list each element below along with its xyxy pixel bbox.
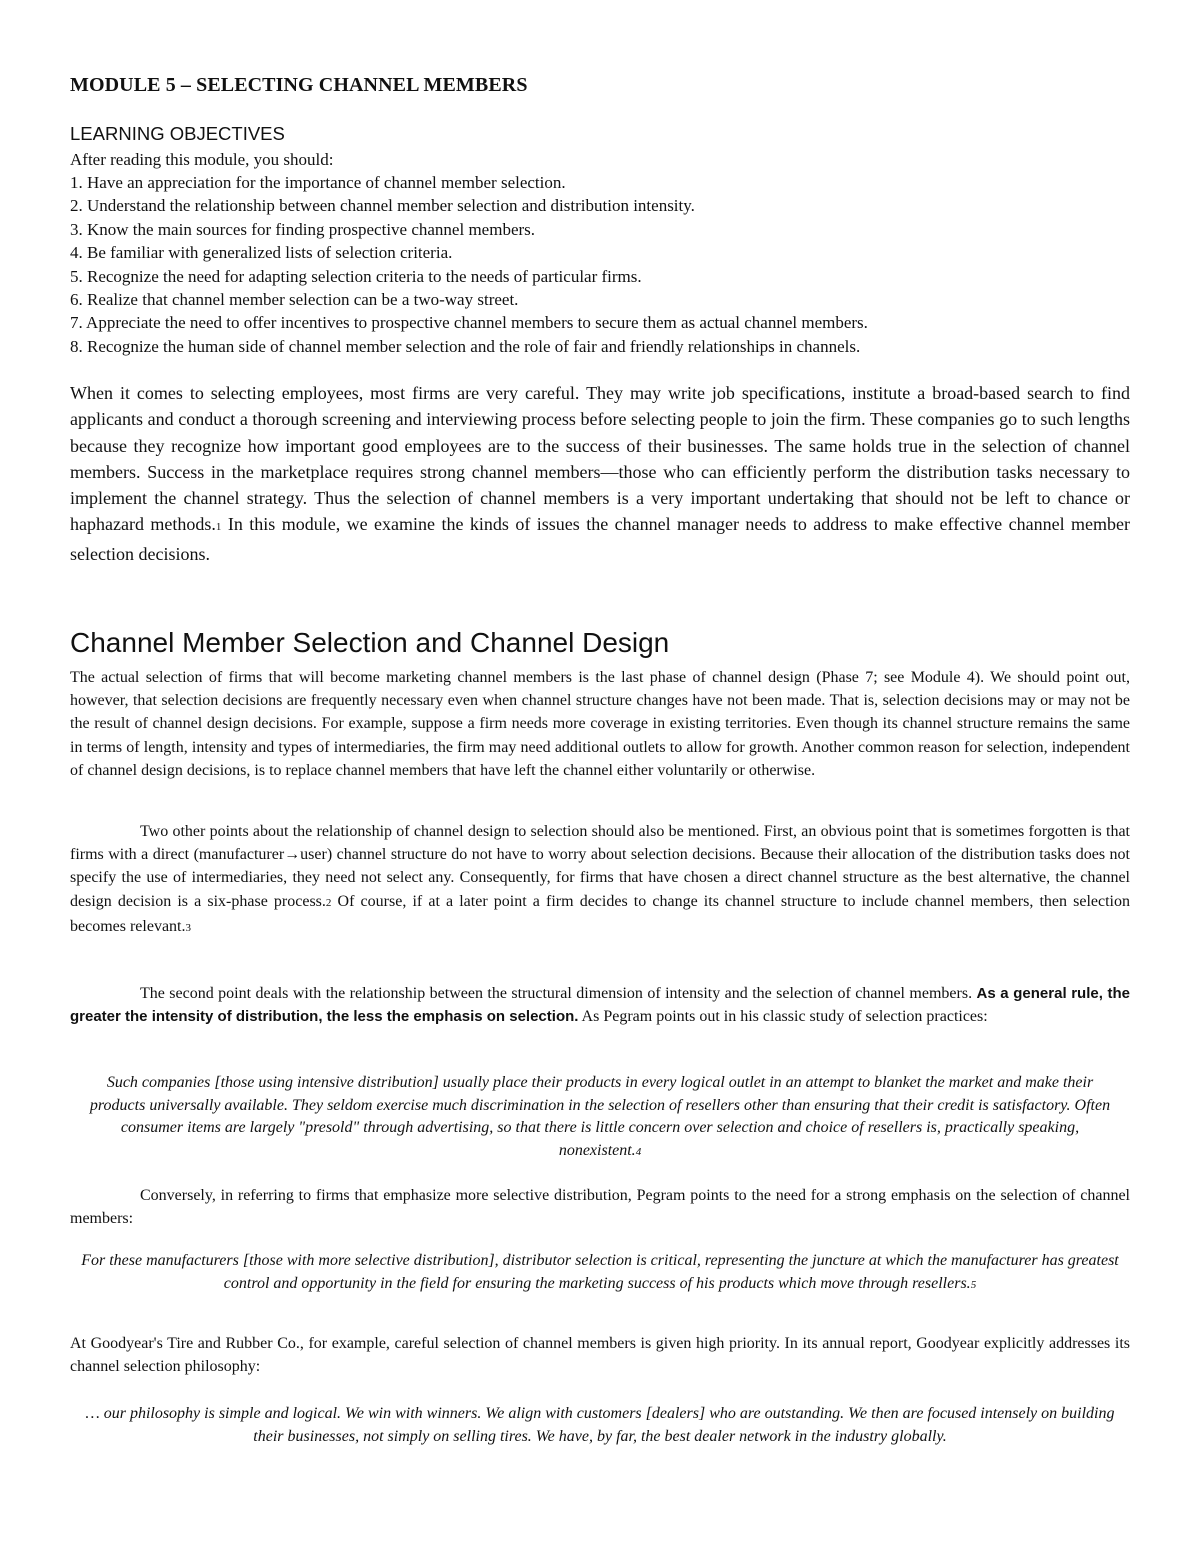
section-heading: Channel Member Selection and Channel Design <box>70 627 670 659</box>
block-quote-2 <box>78 1250 1122 1296</box>
objective-item: 8. Recognize the human side of channel member selection and the role of fair and friendly relationships in channels. <box>70 336 861 356</box>
intro-text: When it comes to selecting employees, most firms are very careful. They may write job specifications, institute a broad-based search to find applicants and conduct a thorough screening and interviewing process before selecting people to join the firm. These companies go to such lengths because they recognize how important good employees are to the success of their businesses. The same holds true in the selection of channel members. Success in the marketplace requires strong channel members—those who can efficiently perform the distribution tasks necessary to implement the channel strategy. Thus the selection of channel members is a very important undertaking that should not be left to chance or haphazard methods. <box>70 383 1130 535</box>
objective-item: 3. Know the main sources for finding prospective channel members. <box>70 219 536 239</box>
paragraph-text: Of course, if at a later point a firm decides to change its channel structure to include channel members, then selection becomes relevant. <box>70 892 1131 935</box>
block-quote-3: … our philosophy is simple and logical. We win with winners. We align with customers [dealers] who are outstanding. We then are focused intensely on building their businesses, not simply on selling tires. We have, by far, the best dealer network in the industry globally. <box>85 1405 1115 1445</box>
section-paragraph-2 <box>70 820 1130 940</box>
footnote-marker[interactable]: 4 <box>635 1145 642 1158</box>
footnote-marker[interactable]: 5 <box>970 1278 977 1291</box>
quote-text: For these manufacturers [those with more selective distribution], distributor selection is critical, representing the juncture at which the manufacturer has greatest control and opportunity in the field for ensuring the marketing success of his products which move through resellers. <box>81 1252 1119 1292</box>
objective-item: 6. Realize that channel member selection can be a two-way street. <box>70 290 519 310</box>
paragraph-text: As Pegram points out in his classic study of selection practices: <box>578 1008 988 1026</box>
objective-item: 7. Appreciate the need to offer incentives to prospective channel members to secure them as actual channel members. <box>70 313 868 333</box>
learning-objectives-list <box>70 171 868 358</box>
section-paragraph-1: The actual selection of firms that will become marketing channel members is the last phase of channel design (Phase 7; see Module 4). We should point out, however, that selection decisions are frequently necessary even when channel structure changes have not been made. That is, selection decisions may or may not be the result of channel design decisions. For example, suppose a firm needs more coverage in existing territories. Even though its channel structure remains the same in terms of length, intensity and types of intermediaries, the firm may need additional outlets to allow for growth. Another common reason for selection, independent of channel design decisions, is to replace channel members that have left the channel either voluntarily or otherwise. <box>70 669 1130 779</box>
objective-item: 2. Understand the relationship between channel member selection and distribution intensity. <box>70 196 695 216</box>
section-paragraph-5: At Goodyear's Tire and Rubber Co., for example, careful selection of channel members is given high priority. In its annual report, Goodyear explicitly addresses its channel selection philosophy: <box>70 1335 1130 1376</box>
learning-objectives-heading: LEARNING OBJECTIVES <box>70 123 285 144</box>
block-quote-1 <box>78 1072 1122 1163</box>
objective-item: 1. Have an appreciation for the importance of channel member selection. <box>70 173 566 192</box>
footnote-marker[interactable]: 3 <box>185 921 191 934</box>
section-paragraph-4: Conversely, in referring to firms that emphasize more selective distribution, Pegram points to the need for a strong emphasis on the selection of channel members: <box>70 1187 1130 1228</box>
paragraph-text: The second point deals with the relationship between the structural dimension of intensity and the selection of channel members. <box>140 985 977 1002</box>
emphasis-text: As a general rule, the greater the intensity of distribution, the less the emphasis on selection. <box>70 985 1130 1026</box>
paragraph-text: Two other points about the relationship of channel design to selection should also be mentioned. First, an obvious point that is sometimes forgotten is that firms with a direct (manufacturer→user) channel structure do not have to worry about selection decisions. Because their allocation of the distribution tasks does not specify the use of intermediaries, they need not select any. Consequently, for firms that have chosen a direct channel structure as the best alternative, the channel design decision is a six-phase process. <box>70 823 1130 910</box>
intro-text-continued: In this module, we examine the kinds of issues the channel manager needs to address to make effective channel member selection decisions. <box>70 514 1130 564</box>
objective-item: 4. Be familiar with generalized lists of selection criteria. <box>70 243 453 263</box>
objective-item: 5. Recognize the need for adapting selection criteria to the needs of particular firms. <box>70 266 642 286</box>
learning-objectives-intro: After reading this module, you should: <box>70 150 334 169</box>
quote-text: Such companies [those using intensive distribution] usually place their products in every logical outlet in an attempt to blanket the market and make their products universally available. They seldom exercise much discrimination in the selection of resellers other than ensuring that their credit is satisfactory. Often consumer items are largely "presold" through advertising, so that there is little concern over selection and choice of resellers is, practically speaking, nonexistent. <box>89 1074 1111 1159</box>
footnote-marker[interactable]: 2 <box>325 896 332 909</box>
module-title: MODULE 5 – SELECTING CHANNEL MEMBERS <box>70 74 528 96</box>
footnote-marker[interactable]: 1 <box>215 521 222 534</box>
intro-paragraph <box>70 380 1130 567</box>
section-paragraph-3 <box>70 982 1130 1028</box>
